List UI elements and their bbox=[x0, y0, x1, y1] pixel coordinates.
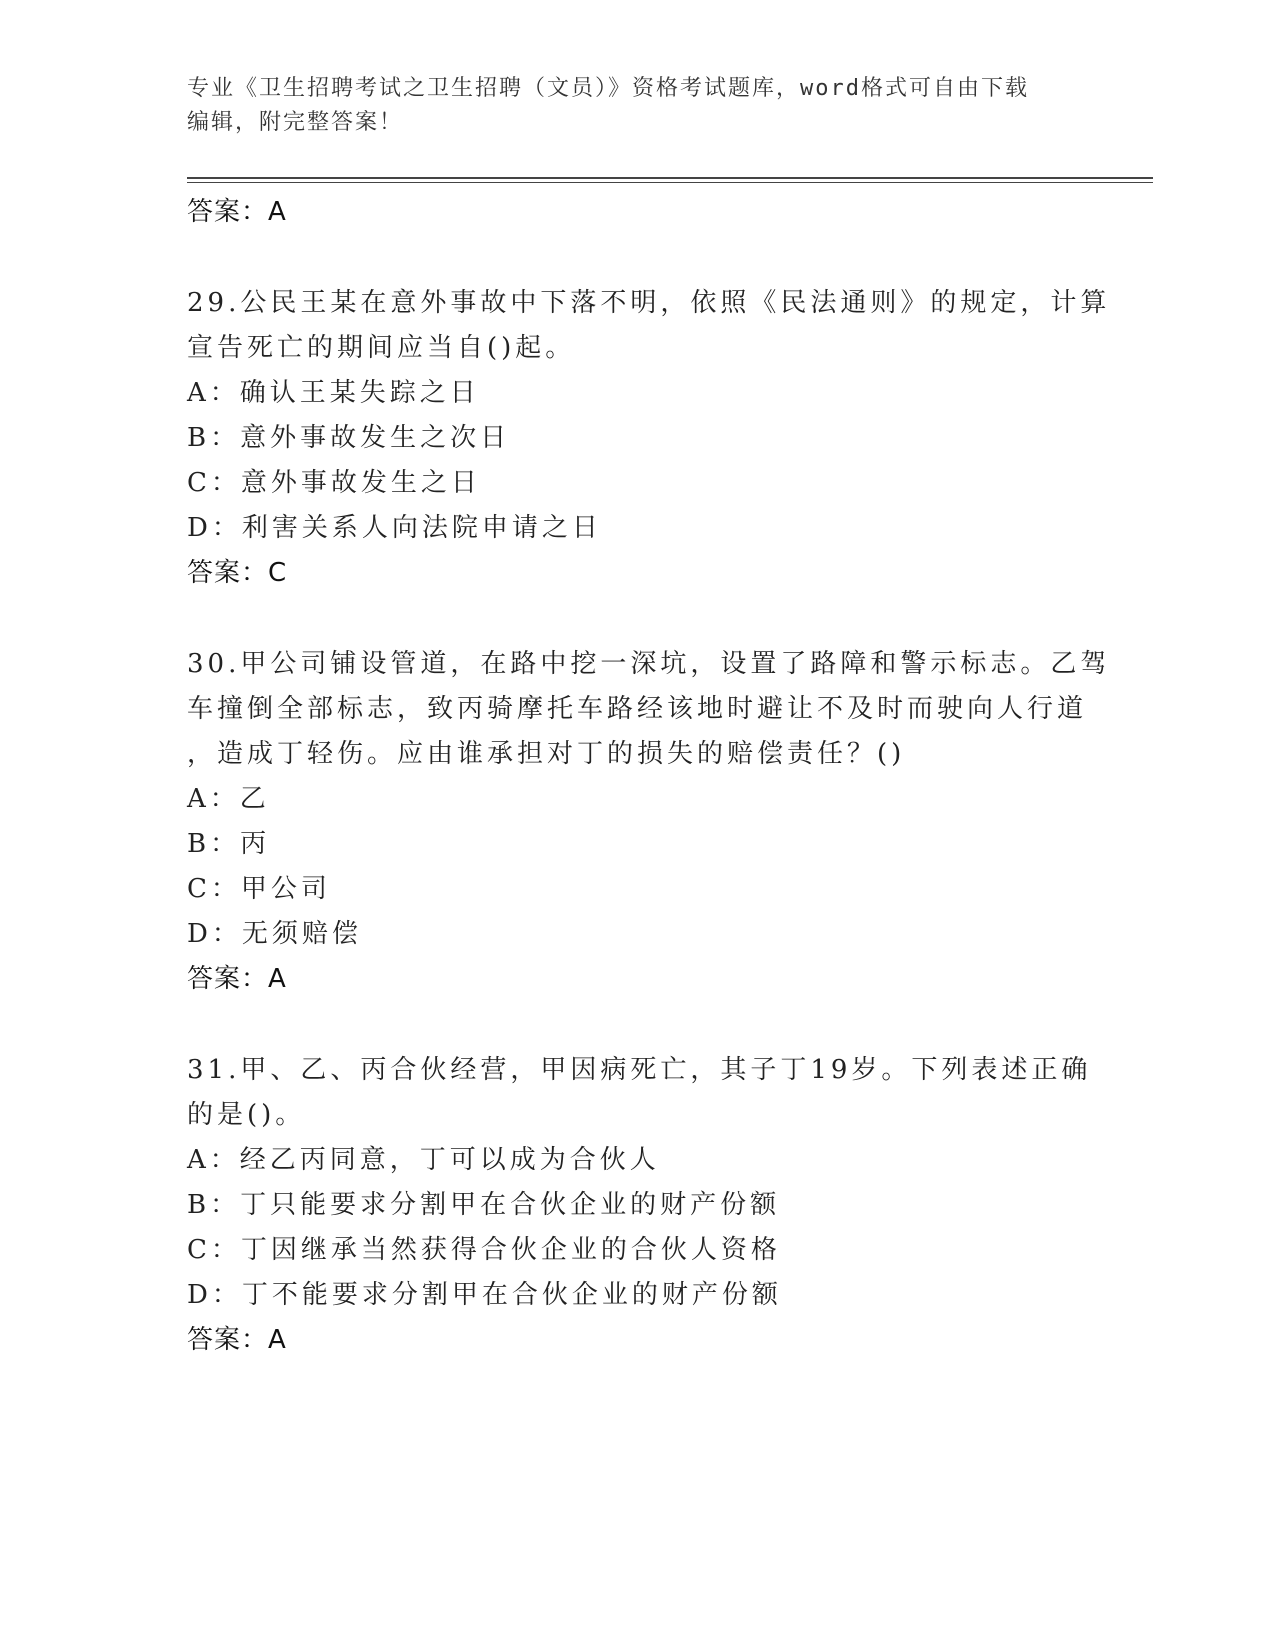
question-30 bbox=[187, 642, 1111, 1002]
option-b: B：丙 bbox=[187, 829, 271, 859]
question-text-line: 车撞倒全部标志，致丙骑摩托车路经该地时避让不及时而驶向人行道 bbox=[187, 694, 1088, 724]
option-c: C：甲公司 bbox=[187, 874, 331, 904]
question-text-line: 31.甲、乙、丙合伙经营，甲因病死亡，其子丁19岁。下列表述正确 bbox=[187, 1055, 1092, 1085]
option-d: D：无须赔偿 bbox=[187, 919, 362, 949]
question-text-line: 宣告死亡的期间应当自()起。 bbox=[187, 333, 576, 363]
option-b: B：意外事故发生之次日 bbox=[187, 423, 511, 453]
header-divider-bottom bbox=[187, 182, 1153, 183]
question-text-line: 30.甲公司铺设管道，在路中挖一深坑，设置了路障和警示标志。乙驾 bbox=[187, 649, 1111, 679]
option-d: D：利害关系人向法院申请之日 bbox=[187, 513, 602, 543]
answer-label: 答案：A bbox=[187, 1325, 287, 1355]
header-divider-top bbox=[187, 177, 1153, 179]
question-list bbox=[187, 190, 1111, 1363]
option-a: A：乙 bbox=[187, 784, 270, 814]
option-c: C：意外事故发生之日 bbox=[187, 468, 481, 498]
option-d: D：丁不能要求分割甲在合伙企业的财产份额 bbox=[187, 1280, 782, 1310]
option-a: A：确认王某失踪之日 bbox=[187, 378, 480, 408]
question-31 bbox=[187, 1048, 1092, 1363]
option-a: A：经乙丙同意，丁可以成为合伙人 bbox=[187, 1145, 660, 1175]
header-line-2: 编辑，附完整答案！ bbox=[187, 110, 404, 135]
answer-label: 答案：A bbox=[187, 197, 287, 227]
question-29 bbox=[187, 281, 1111, 596]
document-header bbox=[187, 72, 1067, 140]
header-line-1: 专业《卫生招聘考试之卫生招聘（文员）》资格考试题库，word格式可自由下载 bbox=[187, 76, 1029, 101]
question-text-line: ，造成丁轻伤。应由谁承担对丁的损失的赔偿责任？() bbox=[187, 739, 906, 769]
answer-label: 答案：C bbox=[187, 558, 288, 588]
question-text-line: 29.公民王某在意外事故中下落不明，依照《民法通则》的规定，计算 bbox=[187, 288, 1111, 318]
option-b: B：丁只能要求分割甲在合伙企业的财产份额 bbox=[187, 1190, 781, 1220]
question-text-line: 的是()。 bbox=[187, 1100, 306, 1130]
option-c: C：丁因继承当然获得合伙企业的合伙人资格 bbox=[187, 1235, 781, 1265]
answer-label: 答案：A bbox=[187, 964, 287, 994]
